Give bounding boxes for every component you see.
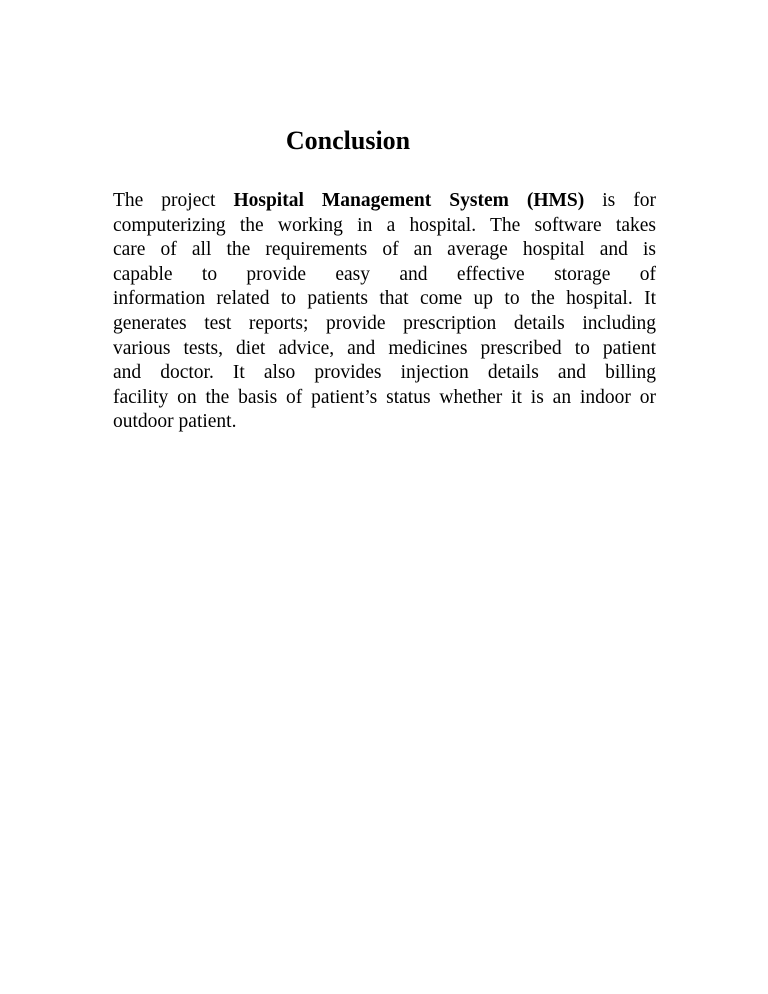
paragraph-line: capable to provide easy and effective storage of (113, 263, 656, 285)
paragraph-line: outdoor patient. (113, 411, 237, 433)
paragraph-line (113, 189, 656, 214)
paragraph-line: generates test reports; provide prescription details including (113, 312, 656, 334)
paragraph-line: care of all the requirements of an average hospital and is (113, 239, 656, 261)
paragraph-line: various tests, diet advice, and medicines prescribed to patient (113, 337, 656, 359)
paragraph-line: facility on the basis of patient’s status whether it is an indoor or (113, 386, 656, 408)
paragraph-line: and doctor. It also provides injection details and billing (113, 362, 656, 384)
conclusion-paragraph (113, 189, 656, 435)
paragraph-line: computerizing the working in a hospital. The software takes (113, 214, 656, 236)
line-text: The project (113, 190, 234, 211)
page-title: Conclusion (285, 126, 411, 155)
line-text: is for (584, 190, 656, 211)
paragraph-line: information related to patients that come up to the hospital. It (113, 288, 656, 310)
project-name: Hospital Management System (HMS) (233, 190, 585, 211)
